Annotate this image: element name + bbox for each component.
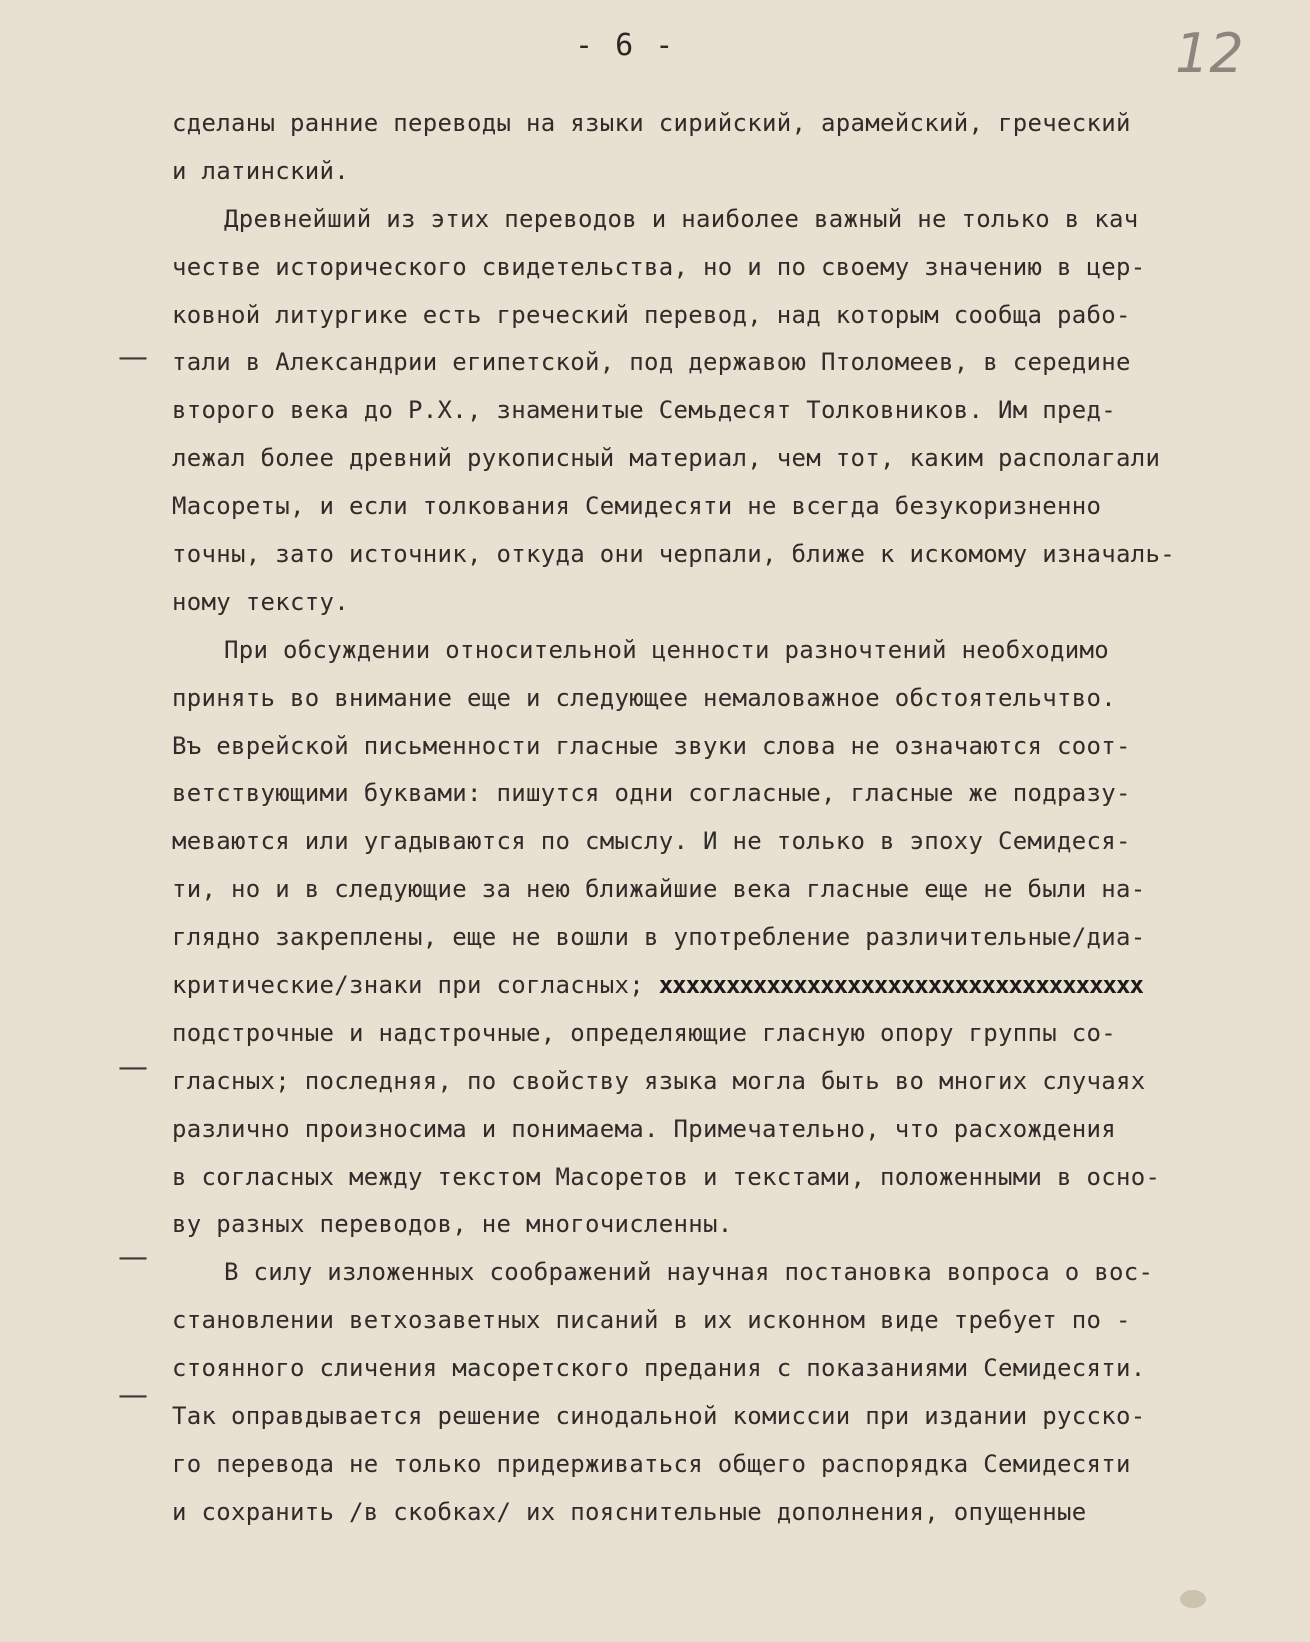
- text-line: [172, 770, 1282, 818]
- text-line: [172, 1249, 1282, 1297]
- text-line-content: становлении ветхозаветных писаний в их исконном виде требует по -: [172, 1306, 1131, 1335]
- text-line: [172, 148, 1282, 196]
- archive-folio-number: 12: [1175, 22, 1244, 85]
- text-line-content: критические/знаки при согласных;: [172, 971, 644, 1000]
- margin-mark: —: [118, 1378, 148, 1413]
- text-line-content: глядно закреплены, еще не вошли в употребление различительные/диа-: [172, 923, 1146, 952]
- ink-stain: [1180, 1590, 1206, 1608]
- margin-mark: —: [118, 1050, 148, 1085]
- text-line-content: тали в Александрии египетской, под державою Птоломеев, в середине: [172, 348, 1131, 377]
- text-line: [172, 627, 1282, 675]
- text-line: [172, 914, 1282, 962]
- text-line: [172, 675, 1282, 723]
- margin-mark: —: [118, 1240, 148, 1275]
- text-line-content: Масореты, и если толкования Семидесяти не всегда безукоризненно: [172, 492, 1102, 521]
- text-line-content: подстрочные и надстрочные, определяющие гласную опору группы со-: [172, 1018, 1116, 1047]
- text-line-content: стоянного сличения масоретского предания с показаниями Семидесяти.: [172, 1354, 1146, 1383]
- text-line-content: и сохранить /в скобках/ их пояснительные дополнения, опущенные: [172, 1497, 1087, 1526]
- text-line: [172, 435, 1282, 483]
- text-line-content: точны, зато источник, откуда они черпали, ближе к искомому изначаль-: [172, 540, 1175, 569]
- text-line: [172, 387, 1282, 435]
- text-line: [172, 866, 1282, 914]
- text-line-content: и латинский.: [172, 156, 349, 185]
- text-line: [172, 1201, 1282, 1249]
- text-line: [172, 962, 1282, 1010]
- text-line-content: Так оправдывается решение синодальной комиссии при издании русско-: [172, 1402, 1146, 1431]
- text-line-content: различно произносима и понимаема. Примечательно, что расхождения: [172, 1114, 1116, 1143]
- text-line-content: лежал более древний рукописный материал, чем тот, каким располагали: [172, 444, 1161, 473]
- margin-mark: —: [118, 340, 148, 375]
- text-line: [172, 1297, 1282, 1345]
- text-line: [172, 244, 1282, 292]
- text-line-content: второго века до Р.Х., знаменитые Семьдесят Толковников. Им пред-: [172, 396, 1116, 425]
- text-line: [172, 292, 1282, 340]
- text-line: [172, 339, 1282, 387]
- text-line: [172, 1489, 1282, 1537]
- text-line-content: ветствующими буквами: пишутся одни согласные, гласные же подразу-: [172, 779, 1131, 808]
- text-line-content: Древнейший из этих переводов и наиболее важный не только в кач: [224, 204, 1139, 233]
- text-line: [172, 100, 1282, 148]
- text-line-content: гласных; последняя, по свойству языка могла быть во многих случаях: [172, 1066, 1146, 1095]
- text-line: [172, 1106, 1282, 1154]
- text-line-content: ному тексту.: [172, 587, 349, 616]
- text-line-content: ковной литургике есть греческий перевод, над которым сообща рабо-: [172, 300, 1131, 329]
- text-line-content: меваются или угадываются по смыслу. И не только в эпоху Семидеся-: [172, 827, 1131, 856]
- text-line-content: честве исторического свидетельства, но и по своему значению в цер-: [172, 252, 1146, 281]
- typed-text-body: [172, 100, 1282, 1537]
- text-line: [172, 579, 1282, 627]
- text-line-content: Въ еврейской письменности гласные звуки слова не означаются соот-: [172, 731, 1131, 760]
- struck-out-text: xxxxxxxxxxxxxxxxxxxxxxxxxxxxxxxxxxxx: [658, 971, 1143, 1000]
- text-line-content: В силу изложенных соображений научная постановка вопроса о вос-: [224, 1258, 1154, 1287]
- text-line-content: При обсуждении относительной ценности разночтений необходимо: [224, 635, 1109, 664]
- text-line-content: го перевода не только придерживаться общего распорядка Семидесяти: [172, 1449, 1131, 1478]
- text-line: [172, 1154, 1282, 1202]
- text-line-content: принять во внимание еще и следующее немаловажное обстоятельчтво.: [172, 683, 1116, 712]
- text-line-content: ти, но и в следующие за нею ближайшие века гласные еще не были на-: [172, 875, 1146, 904]
- text-line: [172, 1345, 1282, 1393]
- text-line-content: в согласных между текстом Масоретов и текстами, положенными в осно-: [172, 1162, 1161, 1191]
- text-line: [172, 483, 1282, 531]
- text-line: [172, 1441, 1282, 1489]
- page-number: - 6 -: [575, 28, 676, 63]
- text-line: [172, 531, 1282, 579]
- text-line-content: ву разных переводов, не многочисленны.: [172, 1210, 733, 1239]
- text-line: [172, 818, 1282, 866]
- text-line: [172, 196, 1282, 244]
- text-line: [172, 1058, 1282, 1106]
- text-line-content: сделаны ранние переводы на языки сирийский, арамейский, греческий: [172, 109, 1131, 137]
- text-line: [172, 1010, 1282, 1058]
- text-line: [172, 1393, 1282, 1441]
- text-line: [172, 723, 1282, 771]
